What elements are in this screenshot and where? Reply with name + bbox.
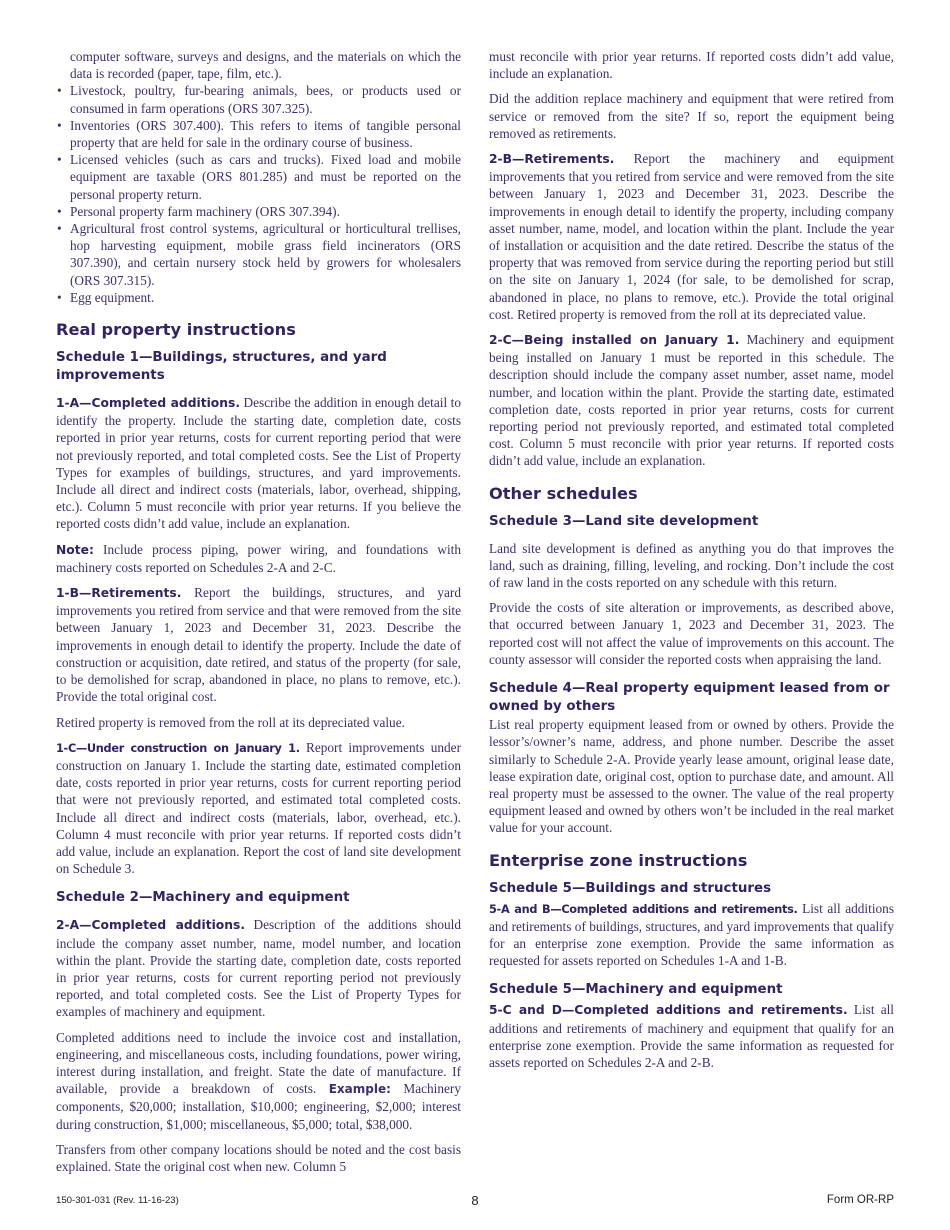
list-item: • Livestock, poultry, fur-bearing animals, bees, or products used or consumed in farm operations (ORS 307.325). — [57, 83, 461, 116]
schedule-1a-paragraph: 1-A—Completed additions. Describe the addition in enough detail to identify the property. Include the starting date, completion date, costs reported in prior year returns, costs for current reporting period that were not previously reported, and total completed costs. See the List of Property Types for examples of buildings, structures, and yard improvements. Include all direct and indirect costs (materials, labor, overhead, shipping, etc.). Column 5 must reconcile with prior year returns. If you believe the reported costs didn’t add value, include an explanation. — [56, 395, 462, 532]
real-property-heading: Real property instructions — [56, 320, 296, 340]
retired-paragraph: Retired property is removed from the roll at its depreciated value. — [56, 714, 405, 730]
bullet-icon: • — [57, 203, 62, 219]
list-item: • Egg equipment. — [57, 289, 155, 305]
list-item: • Personal property farm machinery (ORS 307.394). — [57, 203, 340, 219]
bullet-icon: • — [57, 83, 62, 99]
page-footer — [56, 1193, 894, 1209]
right-column — [489, 48, 894, 1079]
bullet-icon: • — [57, 289, 62, 305]
replacement-paragraph: Did the addition replace machinery and equipment that were retired from service or removed from the site? If so, report the equipment being removed as retirements. — [489, 91, 894, 141]
enterprise-zone-heading: Enterprise zone instructions — [489, 850, 748, 870]
schedule-2b-paragraph: 2-B—Retirements. Report the machinery and equipment improvements that you retired from service and were removed from the site between January 1, 2023 and December 31, 2023. Describe the improvements in enough detail to identify the property, including company asset number, name, model, and location within the plant. Include the year of installation or acquisition and the date retired. Describe the status of the property that was removed from service during the reporting period but still on the site on January 1, 2024 (for sale, to be demolished for scrap, abandoned in place, no plans to remove, etc.). Provide the total original cost. Retired property is removed from the roll at its depreciated value. — [489, 151, 894, 322]
schedule-2c-paragraph: 2-C—Being installed on January 1. Machinery and equipment being installed on January 1 must be reported in this schedule. The description should include the company asset number, asset name, model number, and location within the plant. Provide the starting date, estimated completion date, costs reported in prior year returns, costs for current reporting period not previously reported, and estimated total completed cost. Column 5 must reconcile with prior year returns. If reported costs didn’t add value, include an explanation. — [489, 332, 895, 469]
bullet-icon: • — [57, 152, 62, 168]
list-item: • Agricultural frost control systems, agricultural or horticultural trellises, hop harvesting equipment, mobile grass field incinerators (ORS 307.390), and certain nursery stock held by growers for wholesalers (ORS 307.315). — [57, 221, 461, 288]
list-item: • Licensed vehicles (such as cars and trucks). Fixed load and mobile equipment are taxable (ORS 801.285) and must be reported on the personal property return. — [57, 152, 461, 202]
schedule-1c-paragraph: 1-C—Under construction on January 1. Report improvements under construction on January 1. Include the starting date, estimated completion date, costs reported in prior year returns, costs for current reporting period that were not previously reported, and estimated total completed costs. Include all direct and indirect costs (materials, labor, overhead, etc.). Column 4 must reconcile with prior year returns. If reported costs didn’t add value, include an explanation. Report the cost of land site development on Schedule 3. — [56, 739, 461, 877]
note-paragraph: Note: Include process piping, power wiring, and foundations with machinery costs reported on Schedules 2-A and 2-C. — [56, 541, 462, 575]
schedule-3-title: Schedule 3—Land site development — [489, 513, 759, 529]
schedule-3-paragraph-2: Provide the costs of site alteration or improvements, as described above, that occurred between January 1, 2023 and December 31, 2023. The reported cost will not affect the value of improvements on this account. The county assessor will consider the reported costs when appraising the land. — [489, 600, 894, 667]
schedule-1b-paragraph: 1-B—Retirements. Report the buildings, structures, and yard improvements you retired from service and that were removed from the site between January 1, 2023 and December 31, 2023. Describe the improvements in enough detail to identify the property. Include the date of construction or acquisition, date retired, and status of the property (for sale, to be demolished for scrap, abandoned in place, no plans to remove, etc.). Provide the total original cost. — [56, 585, 461, 705]
schedule-4-paragraph: List real property equipment leased from or owned by others. Provide the lessor’s/owner’s name, address, and phone number. Describe the asset similarly to Schedule 2-A. Provide yearly lease amount, original lease date, lease expiration date, original cost, option to purchase date, and amount. All real property must be assessed to the owner. The value of the real property equipment leased and owned by others won’t be included in the real market value for your account. — [489, 717, 894, 836]
schedule-1-title: Schedule 1—Buildings, structures, and yard improvements — [56, 350, 387, 384]
form-name: Form OR-RP — [826, 1194, 894, 1206]
completed-additions-paragraph: Completed additions need to include the invoice cost and installation, engineering, and miscellaneous costs, including foundations, power wiring, interest during installation, and freight. State the date of manufacture. If available, provide a breakdown of costs. Example: Machinery components, $20,000; installation, $10,000; engineering, $2,000; interest during construction, $1,000; miscellaneous, $5,000; total, $38,000. — [56, 1029, 462, 1132]
transfers-paragraph: Transfers from other company locations should be noted and the cost basis explained. State the original cost when new. Column 5 — [56, 1141, 461, 1174]
list-item: • Inventories (ORS 307.400). This refers to items of tangible personal property that are held for sale in the ordinary course of business. — [57, 117, 461, 151]
schedule-4-title: Schedule 4—Real property equipment leased from or owned by others — [489, 681, 890, 715]
page-number: 8 — [471, 1193, 479, 1208]
intro-continuation: computer software, surveys and designs, and the materials on which the data is recorded (paper, tape, film, etc.). — [70, 49, 461, 82]
schedule-3-paragraph-1: Land site development is defined as anything you do that improves the land, such as draining, filling, leveling, and rocking. Don’t include the cost of raw land in the costs reported on any schedule with this return. — [489, 540, 894, 591]
continuation-paragraph: must reconcile with prior year returns. If reported costs didn’t add value, include an explanation. — [489, 49, 894, 82]
exempt-property-list — [56, 82, 461, 306]
schedule-5-machinery-title: Schedule 5—Machinery and equipment — [489, 982, 783, 998]
schedule-5ab-paragraph: 5-A and B—Completed additions and retirements. List all additions and retirements of buildings, structures, and yard improvements that qualify for an enterprise zone exemption. Provide the same information as requested for assets reported on Schedules 1-A and 1-B. — [489, 900, 894, 969]
schedule-5-buildings-title: Schedule 5—Buildings and structures — [489, 880, 772, 896]
left-column — [56, 48, 461, 1183]
schedule-2-title: Schedule 2—Machinery and equipment — [56, 890, 350, 906]
schedule-2a-paragraph: 2-A—Completed additions. Description of the additions should include the company asset number, name, model number, and location within the plant. Provide the starting date, completion date, costs reported in prior year returns, costs for current reporting period not previously reported, and total completed costs. See the List of Property Types for examples of machinery and equipment. — [56, 917, 462, 1020]
schedule-5cd-paragraph: 5-C and D—Completed additions and retirements. List all additions and retirements of machinery and equipment that qualify for an enterprise zone exemption. Provide the same information as requested for assets reported on Schedules 2-A and 2-B. — [489, 1002, 894, 1070]
bullet-icon: • — [57, 221, 62, 237]
bullet-icon: • — [57, 117, 62, 133]
other-schedules-heading: Other schedules — [489, 483, 638, 503]
form-code: 150-301-031 (Rev. 11-16-23) — [56, 1195, 179, 1206]
